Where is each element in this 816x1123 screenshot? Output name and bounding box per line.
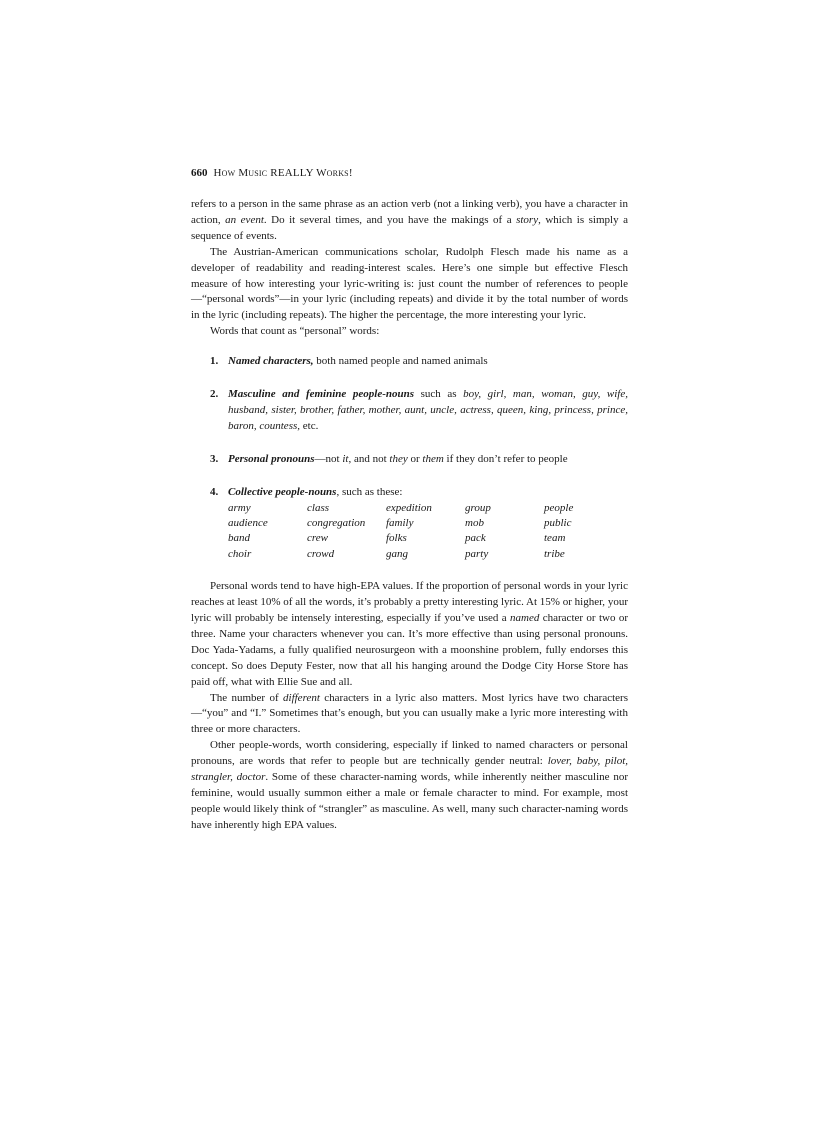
- collective-noun: team: [544, 532, 566, 545]
- different-characters-paragraph: The number of different characters in a lyric also matters. Most lyrics have two characters—“you” and “I.” Sometimes that’s enough, but you can usually make a lyric more interesting with three or more characters.: [191, 691, 628, 736]
- collective-noun: group: [465, 501, 491, 514]
- collective-noun: expedition: [386, 501, 432, 514]
- book-title: How Music REALLY Works!: [213, 167, 353, 179]
- collective-noun: crowd: [307, 547, 335, 560]
- list-item: 4. Collective people-nouns, such as these: army class expedition group people audience congregation family mob public band crew folks pack team choir crowd gang party tribe: [210, 485, 628, 563]
- list-item: 2. Masculine and feminine people-nouns such as boy, girl, man, woman, guy, wife, husband, sister, brother, father, mother, aunt, uncle, actress, queen, king, princess, prince, baron, countess, etc.: [210, 388, 628, 432]
- collective-noun: audience: [228, 517, 268, 529]
- collective-noun: pack: [465, 532, 486, 545]
- epa-paragraph: Personal words tend to have high-EPA values. If the proportion of personal words in your lyric reaches at least 10% of all the words, it’s probably a pretty interesting lyric. At 15% or higher, your lyric will probably be intensely interesting, especially if you’ve used a named character or two or three. Name your characters whenever you can. It’s more effective than using personal pronouns. Doc Yada-Yadams, a fully qualified neurosurgeon with a moonshine problem, fully endorses this concept. So does Deputy Fester, now that all his hanging around the Dodge City Horse Store has paid off, what with Ellie Sue and all.: [191, 580, 628, 688]
- collective-noun: party: [465, 547, 489, 560]
- count-intro: Words that count as “personal” words:: [210, 325, 380, 338]
- running-head: [191, 166, 628, 180]
- collective-noun: crew: [307, 532, 328, 545]
- list-item: 1. Named characters, both named people and named animals: [210, 355, 488, 368]
- collective-noun: mob: [465, 517, 484, 529]
- collective-noun: class: [307, 501, 329, 514]
- collective-noun: family: [386, 517, 414, 529]
- list-item: 3. Personal pronouns—not it, and not they or them if they don’t refer to people: [210, 452, 568, 465]
- flesch-paragraph: The Austrian-American communications scholar, Rudolph Flesch made his name as a developer of readability and reading-interest scales. Here’s one simple but effective Flesch measure of how interesting your lyric-writing is: just count the number of references to people—“personal words”—in your lyric (including repeats) and divide it by the total number of words in the lyric (including repeats). The higher the percentage, the more interesting your lyric.: [191, 245, 628, 322]
- collective-noun: band: [228, 532, 250, 545]
- collective-noun: people: [544, 501, 574, 514]
- personal-words-list: [210, 354, 628, 562]
- book-page: [191, 166, 628, 834]
- collective-noun: army: [228, 501, 251, 514]
- other-people-words-paragraph: Other people-words, worth considering, especially if linked to named characters or personal pronouns, are words that refer to people but are technically gender neutral: lover, baby, pilot, strangler, doctor. Some of these character-naming words, while inherently neither masculine nor feminine, would usually summon either a male or female character to mind. For example, most people would likely think of “strangler” as masculine. As well, many such character-naming words have inherently high EPA values.: [191, 739, 628, 831]
- intro-paragraph: refers to a person in the same phrase as an action verb (not a linking verb), you have a character in action, an event. Do it several times, and you have the makings of a story, which is simply a sequence of events.: [191, 198, 628, 242]
- collective-noun: tribe: [544, 547, 565, 560]
- page-number: 660: [191, 167, 208, 179]
- collective-noun: folks: [386, 532, 407, 545]
- collective-noun: congregation: [307, 517, 366, 529]
- collective-noun: choir: [228, 547, 252, 560]
- collective-noun: public: [544, 517, 572, 529]
- collective-nouns-table: [228, 501, 628, 563]
- collective-noun: gang: [386, 547, 408, 560]
